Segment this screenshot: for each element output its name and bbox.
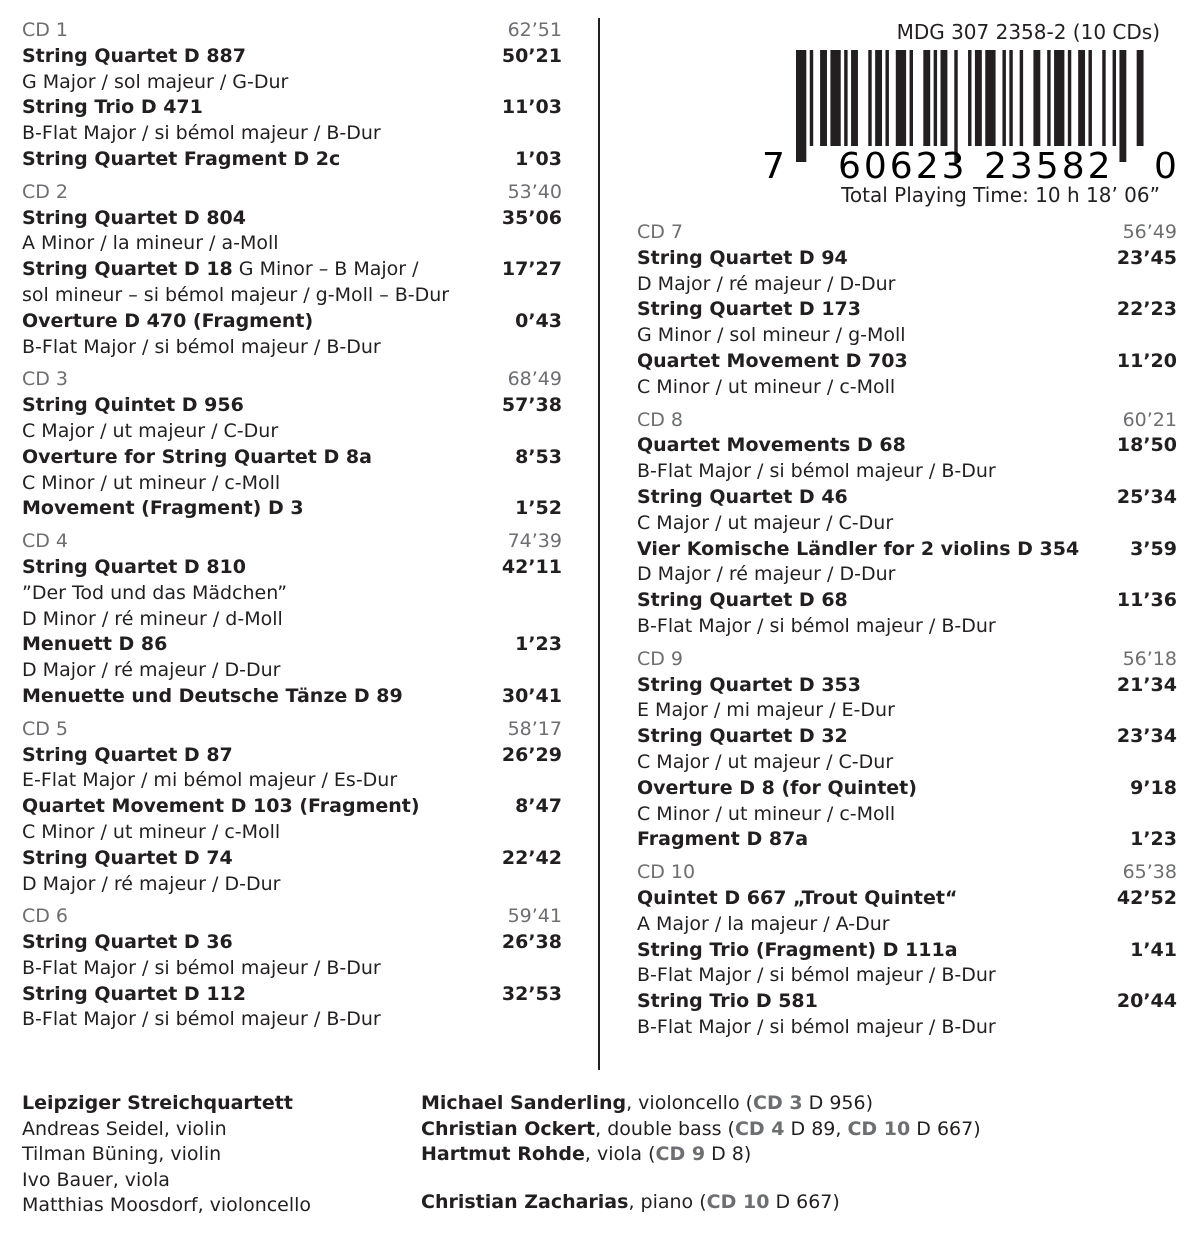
barcode-bar <box>934 50 937 146</box>
track-title: Overture D 470 (Fragment) <box>22 309 314 332</box>
guest-role: , double bass ( <box>595 1117 735 1140</box>
guest-name: Christian Zacharias <box>421 1190 629 1213</box>
cd-block <box>637 647 1177 853</box>
track-row <box>22 794 562 820</box>
track-row <box>22 743 562 769</box>
cd-total-time: 60’21 <box>1122 408 1177 431</box>
track-key: C Minor / ut mineur / c-Moll <box>637 802 896 825</box>
cd-header <box>637 408 1177 434</box>
track-title: String Quartet D 36 <box>22 931 233 954</box>
track-duration: 9’18 <box>1130 776 1177 799</box>
track-duration: 23’45 <box>1116 246 1177 269</box>
ensemble-member: Matthias Moosdorf, violoncello <box>22 1194 312 1216</box>
track-duration: 22’42 <box>501 846 562 869</box>
track-title: String Quartet D 46 <box>637 485 848 508</box>
track-key: ”Der Tod und das Mädchen” <box>22 581 288 604</box>
barcode-bar <box>1009 50 1012 146</box>
cd-number: CD 2 <box>22 180 69 203</box>
track-row <box>22 445 562 471</box>
track-title: Quartet Movement D 103 (Fragment) <box>22 795 420 818</box>
track-duration: 11’20 <box>1116 349 1177 372</box>
track-duration: 23’34 <box>1116 725 1177 748</box>
track-title: String Quartet D 94 <box>637 246 848 269</box>
cd-total-time: 62’51 <box>507 19 562 41</box>
track-duration: 50’21 <box>501 44 562 67</box>
track-title: Menuett D 86 <box>22 633 168 656</box>
track-title: String Quartet D 887 <box>22 44 246 67</box>
track-duration: 3’59 <box>1130 537 1177 560</box>
barcode-bar <box>941 50 948 146</box>
guest-cd-ref: CD 10 <box>847 1117 911 1140</box>
track-key-inline: G Minor – B Major / <box>232 258 419 281</box>
track-title: Fragment D 87a <box>637 828 809 851</box>
cd-number: CD 10 <box>637 861 696 884</box>
barcode-digits-group2: 23582 <box>984 146 1114 185</box>
guest-credits <box>421 1091 981 1215</box>
track-duration: 30’41 <box>501 684 562 707</box>
track-row <box>22 44 562 70</box>
cd-number: CD 6 <box>22 905 69 928</box>
cd-number: CD 3 <box>22 368 69 391</box>
barcode-bar <box>851 50 858 146</box>
track-duration: 21’34 <box>1116 673 1177 696</box>
cd-header <box>22 367 562 393</box>
track-duration: 1’41 <box>1130 938 1177 961</box>
track-duration: 8’53 <box>515 445 562 468</box>
track-key: sol mineur – si bémol majeur / g-Moll – B-Dur <box>22 283 450 306</box>
guest-close: ) <box>743 1143 752 1165</box>
track-row <box>22 684 562 710</box>
track-key: B-Flat Major / si bémol majeur / B-Dur <box>22 956 381 979</box>
credits-spacer <box>421 1168 981 1190</box>
total-playing-time: Total Playing Time: 10 h 18’ 06” <box>841 183 1160 207</box>
guest-cd-ref: CD 9 <box>655 1143 706 1165</box>
track-key: C Minor / ut mineur / c-Moll <box>22 820 281 843</box>
track-duration: 42’52 <box>1116 886 1177 909</box>
cd-total-time: 74’39 <box>507 530 562 553</box>
guest-credit <box>421 1142 981 1168</box>
track-key: D Major / ré majeur / D-Dur <box>637 563 896 586</box>
track-row <box>637 886 1177 912</box>
cd-block <box>637 860 1177 1041</box>
track-title: String Quartet D 353 <box>637 673 861 696</box>
track-key: C Major / ut majeur / C-Dur <box>637 511 894 534</box>
track-row <box>22 846 562 872</box>
track-title: String Quartet D 68 <box>637 589 848 612</box>
ensemble-credits <box>22 1091 311 1219</box>
cd-block <box>637 220 1177 401</box>
ensemble-name: Leipziger Streichquartett <box>22 1092 293 1114</box>
barcode-digits-group1: 60623 <box>838 146 968 185</box>
track-row <box>637 827 1177 853</box>
guest-role: , piano ( <box>628 1190 707 1213</box>
track-row <box>637 588 1177 614</box>
track-title: Overture for String Quartet D 8a <box>22 445 372 468</box>
cd-block <box>22 529 562 710</box>
track-title: Menuette und Deutsche Tänze D 89 <box>22 684 403 707</box>
ensemble-member: Tilman Büning, violin <box>22 1143 222 1165</box>
track-duration: 22’23 <box>1116 298 1177 321</box>
ensemble-member: Ivo Bauer, viola <box>22 1168 170 1191</box>
track-row <box>22 555 562 581</box>
track-key: B-Flat Major / si bémol majeur / B-Dur <box>637 614 996 637</box>
cd-number: CD 9 <box>637 647 684 670</box>
barcode-bar <box>868 50 871 146</box>
track-key: G Minor / sol mineur / g-Moll <box>637 324 906 347</box>
barcode-bar <box>1033 50 1040 146</box>
track-row <box>637 485 1177 511</box>
track-title: String Quartet D 112 <box>22 982 246 1005</box>
track-title: String Quartet Fragment D 2c <box>22 147 341 170</box>
barcode-bar <box>1068 50 1071 146</box>
cd-header <box>637 860 1177 886</box>
track-row <box>637 246 1177 272</box>
track-title: String Trio (Fragment) D 111a <box>637 938 958 961</box>
track-title: Quartet Movements D 68 <box>637 434 906 457</box>
guest-credit <box>421 1190 981 1216</box>
cd-block <box>22 367 562 522</box>
track-row <box>637 349 1177 375</box>
track-duration: 1’52 <box>515 497 562 520</box>
barcode-bar <box>985 50 995 146</box>
track-duration: 32’53 <box>501 982 562 1005</box>
barcode-bar <box>1102 50 1105 146</box>
barcode-bar <box>1113 50 1116 146</box>
track-row <box>22 632 562 658</box>
track-title: String Trio D 471 <box>22 96 203 119</box>
guest-cd-ref: CD 4 <box>734 1117 785 1140</box>
cd-total-time: 68’49 <box>507 368 562 391</box>
cd-header <box>22 904 562 930</box>
track-title: String Quartet D 18 G Minor – B Major / <box>22 258 419 281</box>
track-key: D Major / ré majeur / D-Dur <box>637 272 896 295</box>
guest-cd-ref: CD 3 <box>753 1092 803 1114</box>
track-row <box>22 206 562 232</box>
guest-name: Michael Sanderling <box>421 1092 627 1114</box>
track-key: A Major / la majeur / A-Dur <box>637 912 890 935</box>
track-key: B-Flat Major / si bémol majeur / B-Dur <box>22 1008 381 1031</box>
track-key: B-Flat Major / si bémol majeur / B-Dur <box>637 964 996 987</box>
track-row <box>22 309 562 335</box>
guest-close: ) <box>865 1092 874 1114</box>
column-divider <box>598 18 600 1070</box>
cd-number: CD 5 <box>22 717 69 740</box>
track-duration: 26’38 <box>501 931 562 954</box>
track-key: D Minor / ré mineur / d-Moll <box>22 607 283 630</box>
cd-header <box>22 18 562 44</box>
track-key: B-Flat Major / si bémol majeur / B-Dur <box>22 335 381 358</box>
track-row <box>637 776 1177 802</box>
track-duration: 0’43 <box>515 309 562 332</box>
track-row <box>22 393 562 419</box>
guest-credit <box>421 1091 981 1117</box>
track-row <box>637 673 1177 699</box>
track-row <box>637 433 1177 459</box>
track-key: C Major / ut majeur / C-Dur <box>637 750 894 773</box>
track-duration: 20’44 <box>1116 990 1177 1013</box>
cd-number: CD 4 <box>22 530 69 553</box>
track-key: E Major / mi majeur / E-Dur <box>637 699 895 722</box>
track-row <box>637 938 1177 964</box>
ensemble-members <box>22 1117 311 1219</box>
cd-total-time: 65’38 <box>1122 861 1177 884</box>
guest-cd-ref: CD 10 <box>706 1190 770 1213</box>
barcode-bar <box>968 50 971 146</box>
cd-block <box>22 904 562 1033</box>
cd-header <box>637 647 1177 673</box>
guest-work-ref: D 956 <box>802 1092 866 1114</box>
cd-block <box>22 717 562 898</box>
guest-work-ref: D 667 <box>910 1117 974 1140</box>
cd-total-time: 56’18 <box>1122 647 1177 670</box>
guest-work-ref: D 667 <box>769 1190 833 1213</box>
cd-block <box>637 408 1177 640</box>
cd-header <box>22 180 562 206</box>
cd-total-time: 53’40 <box>507 180 562 203</box>
cd-total-time: 56’49 <box>1122 221 1177 243</box>
cd-number: CD 8 <box>637 408 684 431</box>
track-key: C Minor / ut mineur / c-Moll <box>637 375 896 398</box>
track-row <box>22 930 562 956</box>
track-title: String Quartet D 32 <box>637 725 848 748</box>
guest-role: , violoncello ( <box>626 1092 754 1114</box>
track-duration: 1’23 <box>515 633 562 656</box>
track-key: G Major / sol majeur / G-Dur <box>22 70 289 93</box>
track-title: Quintet D 667 „Trout Quintet“ <box>637 886 958 909</box>
track-duration: 57’38 <box>501 394 562 417</box>
track-title: Overture D 8 (for Quintet) <box>637 776 917 799</box>
guest-name: Christian Ockert <box>421 1117 596 1140</box>
barcode-digit-first: 7 <box>762 146 785 185</box>
track-duration: 11’36 <box>1116 589 1177 612</box>
track-row <box>637 989 1177 1015</box>
barcode-bar <box>1137 50 1144 146</box>
guest-work-ref: D 8 <box>705 1143 744 1165</box>
track-title: Quartet Movement D 703 <box>637 349 908 372</box>
barcode-bar <box>975 50 982 146</box>
cd-block <box>22 18 562 173</box>
guest-role: , viola ( <box>584 1143 656 1165</box>
track-key: B-Flat Major / si bémol majeur / B-Dur <box>637 460 996 483</box>
track-title: String Quintet D 956 <box>22 394 244 417</box>
track-title: String Quartet D 74 <box>22 846 233 869</box>
barcode-bar <box>896 50 906 146</box>
track-duration: 8’47 <box>515 795 562 818</box>
track-title: String Quartet D 810 <box>22 555 246 578</box>
tracklist-left <box>22 18 562 1040</box>
barcode-bar <box>1054 50 1064 146</box>
cd-header <box>637 220 1177 246</box>
cd-block <box>22 180 562 361</box>
guest-credit <box>421 1117 981 1143</box>
track-row <box>637 724 1177 750</box>
track-title: String Quartet D 804 <box>22 206 246 229</box>
track-duration: 17’27 <box>501 258 562 281</box>
track-key: D Major / ré majeur / D-Dur <box>22 659 281 682</box>
barcode-bar <box>1119 50 1126 162</box>
ensemble-member: Andreas Seidel, violin <box>22 1117 227 1140</box>
track-row <box>22 95 562 121</box>
track-title: Vier Komische Ländler for 2 violins D 354 <box>637 537 1080 560</box>
guest-close: ) <box>973 1117 981 1140</box>
cd-header <box>22 717 562 743</box>
cd-total-time: 58’17 <box>507 717 562 740</box>
track-row <box>22 496 562 522</box>
barcode <box>762 50 1182 185</box>
barcode-bar <box>844 50 847 146</box>
track-key: C Major / ut majeur / C-Dur <box>22 419 279 442</box>
track-duration: 1’23 <box>1130 828 1177 851</box>
track-duration: 35’06 <box>501 206 562 229</box>
barcode-digit-last: 0 <box>1154 146 1177 185</box>
track-key: A Minor / la mineur / a-Moll <box>22 232 279 255</box>
cd-header <box>22 529 562 555</box>
cd-number: CD 7 <box>637 221 684 243</box>
track-duration: 1’03 <box>515 147 562 170</box>
barcode-bar <box>1078 50 1085 146</box>
barcode-bar <box>1047 50 1050 146</box>
barcode-bar <box>875 50 882 146</box>
barcode-bar <box>923 50 930 146</box>
barcode-bar <box>1020 50 1023 146</box>
track-row <box>637 537 1177 563</box>
guest-work-ref: D 89, <box>784 1117 848 1140</box>
track-key: D Major / ré majeur / D-Dur <box>22 872 281 895</box>
barcode-bar <box>830 50 840 146</box>
barcode-bar <box>796 50 806 162</box>
track-duration: 42’11 <box>501 555 562 578</box>
cd-number: CD 1 <box>22 19 69 41</box>
track-key: B-Flat Major / si bémol majeur / B-Dur <box>637 1015 996 1038</box>
track-key: B-Flat Major / si bémol majeur / B-Dur <box>22 122 381 145</box>
track-row <box>22 982 562 1008</box>
track-duration: 26’29 <box>501 743 562 766</box>
track-title: Movement (Fragment) D 3 <box>22 497 304 520</box>
track-title: String Trio D 581 <box>637 990 818 1013</box>
track-title: String Quartet D 173 <box>637 298 861 321</box>
track-duration: 18’50 <box>1116 434 1177 457</box>
track-row <box>22 257 562 283</box>
barcode-bar <box>885 50 888 146</box>
track-row <box>637 297 1177 323</box>
barcode-bar <box>810 50 813 146</box>
guest-close: ) <box>832 1190 840 1213</box>
track-duration: 25’34 <box>1116 485 1177 508</box>
barcode-bar <box>820 50 827 146</box>
track-title: String Quartet D 87 <box>22 743 233 766</box>
track-duration: 11’03 <box>501 96 562 119</box>
barcode-bar <box>910 50 913 146</box>
track-row <box>22 147 562 173</box>
catalog-number: MDG 307 2358-2 (10 CDs) <box>896 20 1160 44</box>
track-key: E-Flat Major / mi bémol majeur / Es-Dur <box>22 769 398 792</box>
guest-name: Hartmut Rohde <box>421 1143 585 1165</box>
track-key: C Minor / ut mineur / c-Moll <box>22 471 281 494</box>
barcode-bar <box>1002 50 1005 146</box>
tracklist-right <box>637 220 1177 1048</box>
barcode-bar <box>1088 50 1091 146</box>
cd-total-time: 59’41 <box>507 905 562 928</box>
